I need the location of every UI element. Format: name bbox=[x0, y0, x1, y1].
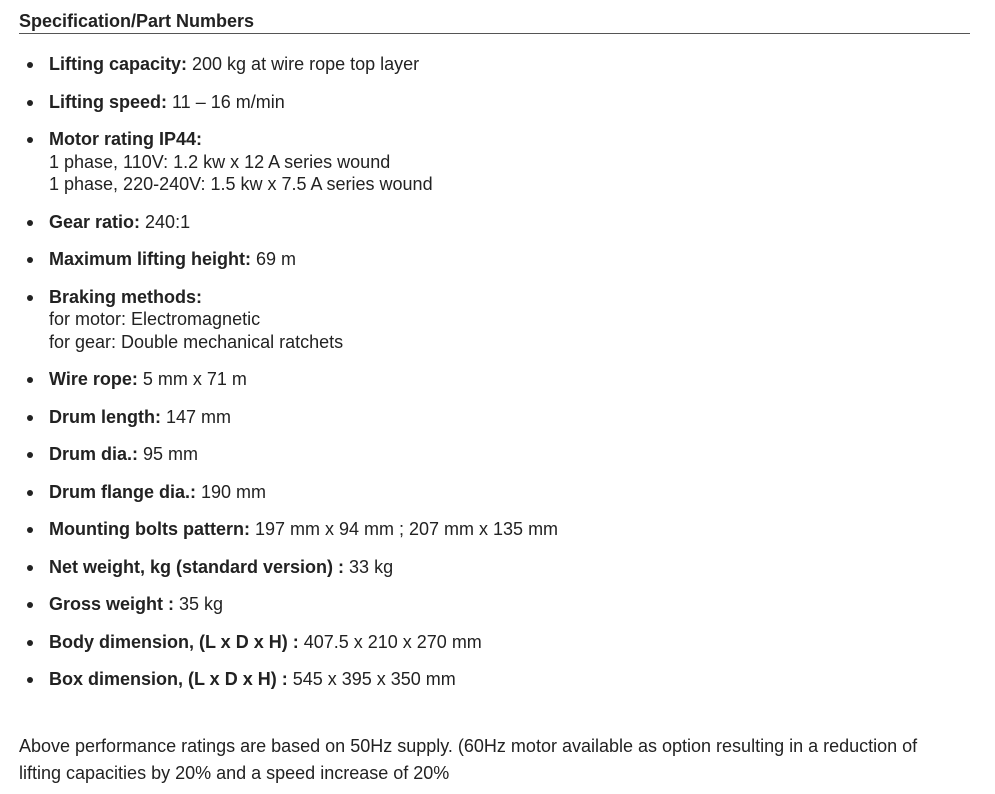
spec-item-gear-ratio bbox=[19, 211, 970, 234]
spec-value: 190 mm bbox=[196, 481, 267, 502]
spec-item-box-dimension bbox=[19, 668, 970, 691]
bullet-icon bbox=[27, 257, 33, 263]
spec-value: 407.5 x 210 x 270 mm bbox=[298, 631, 482, 652]
bullet-icon bbox=[27, 415, 33, 421]
spec-value: 5 mm x 71 m bbox=[137, 369, 247, 389]
spec-label: Gear ratio: bbox=[49, 211, 141, 232]
spec-item-net-weight bbox=[19, 556, 970, 579]
bullet-icon bbox=[27, 295, 33, 301]
bullet-icon bbox=[27, 602, 33, 608]
spec-label: Body dimension, (L x D x H) : bbox=[49, 631, 299, 652]
spec-item-motor-rating bbox=[19, 128, 970, 196]
bullet-icon bbox=[27, 490, 33, 496]
spec-value: 240:1 bbox=[140, 211, 191, 232]
bullet-icon bbox=[27, 452, 33, 458]
spec-label: Drum length: bbox=[49, 406, 161, 427]
spec-label: Wire rope: bbox=[49, 369, 138, 389]
spec-label: Gross weight : bbox=[49, 594, 175, 614]
spec-list bbox=[19, 53, 970, 706]
spec-item-drum-dia bbox=[19, 443, 970, 466]
spec-value: 69 m bbox=[251, 249, 297, 269]
spec-label: Drum dia.: bbox=[49, 444, 139, 464]
spec-item-lifting-speed bbox=[19, 91, 970, 114]
spec-value: 197 mm x 94 mm ; 207 mm x 135 mm bbox=[249, 519, 559, 539]
spec-value: 95 mm bbox=[138, 444, 199, 464]
spec-value: 545 x 395 x 350 mm bbox=[287, 669, 456, 689]
bullet-icon bbox=[27, 640, 33, 646]
spec-item-braking-methods bbox=[19, 286, 970, 354]
spec-item-body-dimension bbox=[19, 631, 970, 654]
bullet-icon bbox=[27, 565, 33, 571]
spec-subline: for motor: Electromagnetic bbox=[49, 309, 261, 329]
spec-value: 33 kg bbox=[344, 556, 394, 577]
spec-item-gross-weight bbox=[19, 593, 970, 616]
spec-label: Braking methods: bbox=[49, 286, 203, 307]
spec-item-drum-length bbox=[19, 406, 970, 429]
spec-label: Maximum lifting height: bbox=[49, 249, 251, 269]
spec-item-drum-flange-dia bbox=[19, 481, 970, 504]
spec-label: Drum flange dia.: bbox=[49, 481, 197, 502]
spec-value: 11 – 16 m/min bbox=[167, 91, 285, 112]
spec-item-lifting-capacity bbox=[19, 53, 970, 76]
spec-value: 147 mm bbox=[161, 406, 232, 427]
spec-subline: 1 phase, 110V: 1.2 kw x 12 A series wound bbox=[49, 151, 391, 172]
spec-subline: 1 phase, 220-240V: 1.5 kw x 7.5 A series wound bbox=[49, 174, 433, 194]
spec-item-max-lifting-height bbox=[19, 248, 970, 271]
bullet-icon bbox=[27, 377, 33, 383]
bullet-icon bbox=[27, 100, 33, 106]
performance-note: Above performance ratings are based on 50Hz supply. (60Hz motor available as option resulting in a reduction of lifting capacities by 20% and a speed increase of 20% bbox=[19, 736, 918, 783]
spec-value: 35 kg bbox=[174, 594, 224, 614]
spec-label: Mounting bolts pattern: bbox=[49, 519, 250, 539]
spec-label: Lifting speed: bbox=[49, 91, 167, 112]
spec-item-wire-rope bbox=[19, 368, 970, 391]
section-title: Specification/Part Numbers bbox=[19, 11, 255, 31]
bullet-icon bbox=[27, 62, 33, 68]
spec-section bbox=[19, 0, 970, 783]
spec-label: Lifting capacity: bbox=[49, 54, 188, 74]
spec-label: Net weight, kg (standard version) : bbox=[49, 556, 345, 577]
spec-value: 200 kg at wire rope top layer bbox=[187, 54, 420, 74]
spec-label: Box dimension, (L x D x H) : bbox=[49, 669, 288, 689]
spec-subline: for gear: Double mechanical ratchets bbox=[49, 331, 344, 352]
bullet-icon bbox=[27, 677, 33, 683]
section-divider bbox=[19, 33, 970, 34]
bullet-icon bbox=[27, 220, 33, 226]
spec-label: Motor rating IP44: bbox=[49, 129, 203, 149]
bullet-icon bbox=[27, 527, 33, 533]
bullet-icon bbox=[27, 137, 33, 143]
spec-item-mounting-bolts bbox=[19, 518, 970, 541]
